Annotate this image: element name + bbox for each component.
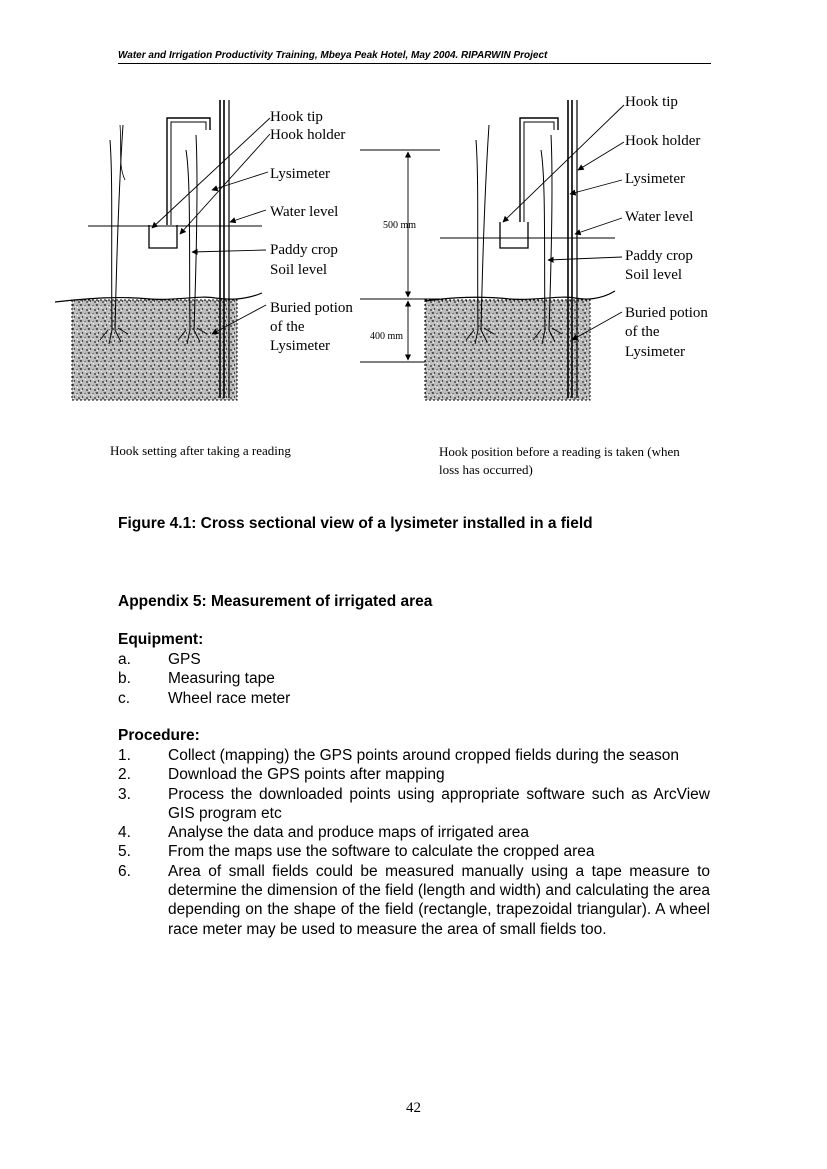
list-item: 4. Analyse the data and produce maps of irrigated area (118, 824, 530, 842)
soil-block (425, 300, 590, 400)
label-buried-2: of the (625, 324, 660, 340)
appendix-title: Appendix 5: Measurement of irrigated area (118, 593, 433, 610)
equipment-heading: Equipment: (118, 631, 204, 648)
soil-block (72, 300, 237, 400)
paddy-plant (110, 125, 123, 330)
list-item: a. GPS (118, 651, 201, 668)
label-lysimeter: Lysimeter (625, 171, 685, 187)
paddy-plant (476, 125, 489, 330)
list-item: 1. Collect (mapping) the GPS points around cropped fields during the season (118, 747, 679, 764)
label-buried-3: Lysimeter (625, 344, 685, 360)
label-hook-tip: Hook tip (625, 94, 678, 110)
label-buried-1: Buried potion (625, 305, 708, 321)
hook (500, 222, 528, 248)
hook (149, 225, 177, 248)
list-item: c. Wheel race meter (118, 689, 291, 707)
figure-title: Figure 4.1: Cross sectional view of a lysimeter installed in a field (118, 515, 593, 532)
label-buried-2: of the (270, 319, 305, 335)
list-item: b. Measuring tape (118, 670, 275, 688)
label-paddy-crop: Paddy crop (270, 242, 338, 258)
caption-right-line-2: loss has occurred) (439, 462, 533, 477)
lysimeter-figure (0, 0, 827, 500)
label-hook-tip: Hook tip (270, 109, 323, 125)
label-soil-level: Soil level (270, 262, 328, 278)
left-diagram (55, 100, 353, 400)
caption-right-line-1: Hook position before a reading is taken (when (439, 444, 680, 459)
label-buried-1: Buried potion (270, 300, 353, 316)
right-diagram (425, 94, 708, 400)
dimension-500: 500 mm (383, 220, 417, 231)
procedure-list (118, 746, 710, 939)
page-number: 42 (406, 1100, 421, 1116)
list-item: 3. Process the downloaded points using appropriate software such as ArcView GIS program etc (118, 785, 710, 822)
dimension-400: 400 mm (370, 331, 404, 342)
list-item: 6. Area of small fields could be measured manually using a tape measure to determine the dimension of the field (length and width) and calculating the area depending on the shape of the field (rectangle, trapezoidal triangular). A wheel race meter may be used to measure the area of small fields too. (118, 862, 710, 938)
label-buried-3: Lysimeter (270, 338, 330, 354)
list-item: 2. Download the GPS points after mapping (118, 766, 445, 784)
label-water-level: Water level (625, 209, 694, 225)
list-item: 5. From the maps use the software to calculate the cropped area (118, 843, 595, 861)
label-lysimeter: Lysimeter (270, 166, 330, 182)
running-header: Water and Irrigation Productivity Training, Mbeya Peak Hotel, May 2004. RIPARWIN Project (118, 50, 711, 64)
equipment-list (118, 650, 710, 708)
procedure-heading: Procedure: (118, 727, 200, 744)
label-paddy-crop: Paddy crop (625, 248, 693, 264)
label-soil-level: Soil level (625, 267, 683, 283)
label-hook-holder: Hook holder (625, 133, 701, 149)
label-hook-holder: Hook holder (270, 127, 346, 143)
caption-left: Hook setting after taking a reading (110, 443, 291, 458)
label-water-level: Water level (270, 204, 339, 220)
